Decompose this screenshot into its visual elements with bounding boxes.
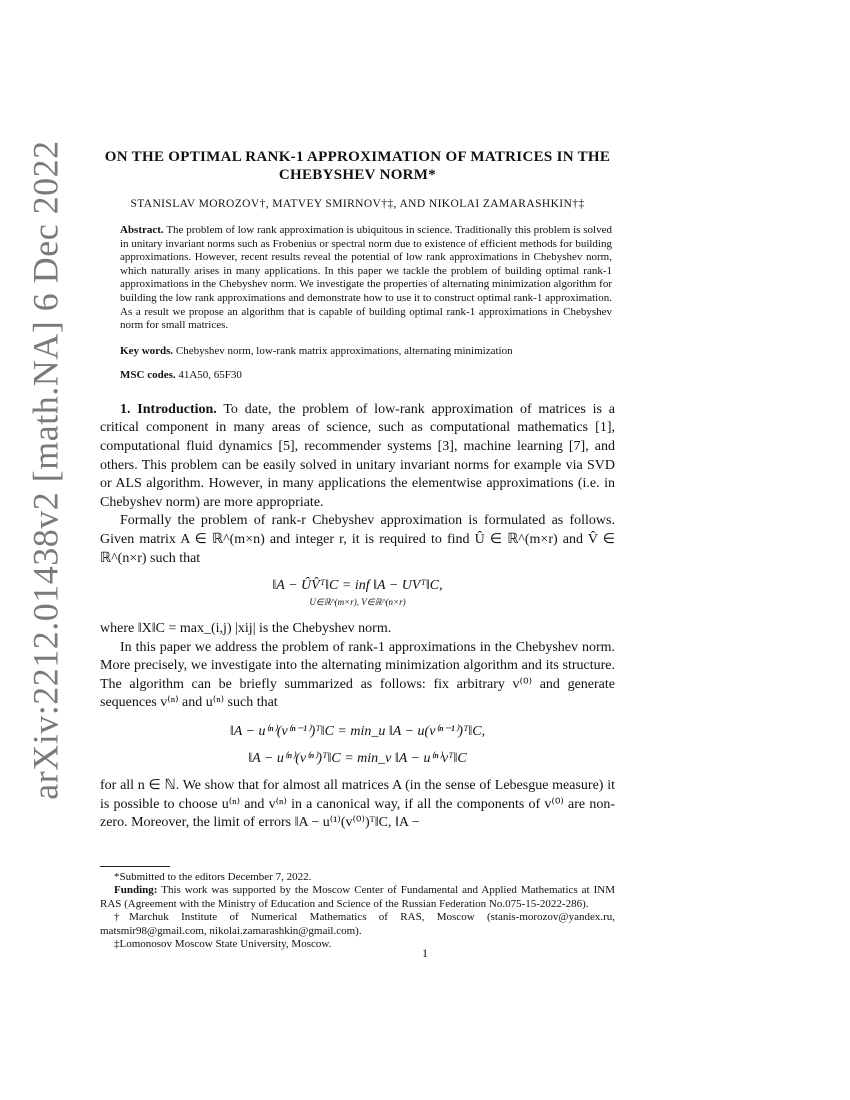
msc-codes [100, 369, 615, 381]
abstract-text: The problem of low rank approximation is ubiquitous in science. Traditionally this problem is solved in unitary invariant norms such as Frobenius or spectral norm due to existence of efficient methods for building approximations. However, recent results reveal the potential of low rank approximations in Chebyshev norm, which naturally arises in many applications. In this paper we tackle the problem of building optimal rank-1 approximations in the Chebyshev norm. We investigate the properties of alternating minimization algorithm for building the low rank approximations and demonstrate how to use it to construct optimal rank-1 approximation. As a result we propose an algorithm that is capable of building optimal rank-1 approximations in Chebyshev norm for small matrices. [120, 224, 612, 332]
author-list: STANISLAV MOROZOV†, MATVEY SMIRNOV†‡, AND NIKOLAI ZAMARASHKIN†‡ [130, 198, 585, 210]
footnote-affiliation-1: †Marchuk Institute of Numerical Mathematics of RAS, Moscow (stanis-morozov@yandex.ru, matsmir98@gmail.com, nikolai.zamarashkin@gmail.com). [100, 911, 615, 937]
msc-text: 41A50, 65F30 [178, 368, 242, 381]
abstract [100, 224, 615, 333]
intro-paragraph-3: where ‖X‖C = max_(i,j) |xij| is the Chebyshev norm. [100, 621, 392, 637]
section-heading: 1. Introduction. [120, 401, 217, 417]
keywords [100, 345, 615, 357]
arxiv-id: arXiv:2212.01438v2 [math.NA] 6 Dec 2022 [26, 140, 67, 800]
intro-paragraph-4: In this paper we address the problem of rank-1 approximations in the Chebyshev norm. More precisely, we investigate into the alternating minimization algorithm and its structure. The algorithm can be briefly summarized as follows: fix arbitrary v⁽⁰⁾ and generate sequences v⁽ⁿ⁾ and u⁽ⁿ⁾ such that [100, 639, 615, 711]
footnotes [100, 866, 615, 951]
keywords-label: Key words. [120, 344, 174, 357]
paper-page [100, 148, 615, 833]
equation-1-subscript: U∈ℝ^(m×r), V∈ℝ^(n×r) [309, 597, 406, 608]
intro-paragraph-5: for all n ∈ ℕ. We show that for almost all matrices A (in the sense of Lebesgue measure) it is possible to choose u⁽ⁿ⁾ and v⁽ⁿ⁾ in a canonical way, if all the components of v⁽⁰⁾ are non-zero. Moreover, the limit of errors ‖A − u⁽¹⁾(v⁽⁰⁾)ᵀ‖C, ‖A − [100, 778, 615, 831]
keywords-text: Chebyshev norm, low-rank matrix approximations, alternating minimization [175, 344, 513, 357]
footnote-affiliation-2: ‡Lomonosov Moscow State University, Moscow. [114, 938, 332, 951]
equation-1: ‖A − ÛV̂ᵀ‖C = inf ‖A − UVᵀ‖C, U∈ℝ^(m×r), V∈ℝ^(n×r) [272, 578, 443, 608]
footnote-submitted: *Submitted to the editors December 7, 2022. [114, 871, 312, 883]
abstract-label: Abstract. [120, 224, 164, 236]
page-number: 1 [422, 946, 428, 960]
arxiv-stamp [16, 140, 76, 800]
intro-paragraph-2: Formally the problem of rank-r Chebyshev approximation is formulated as follows. Given matrix A ∈ ℝ^(m×n) and integer r, it is required to find Û ∈ ℝ^(m×r) and V̂ ∈ ℝ^(n×r) such that [100, 513, 615, 566]
paper-title: ON THE OPTIMAL RANK-1 APPROXIMATION OF MATRICES IN THE CHEBYSHEV NORM* [104, 149, 611, 183]
footnote-funding: Funding: This work was supported by the Moscow Center of Fundamental and Applied Mathematics at INM RAS (Agreement with the Ministry of Education and Science of the Russian Federation No.075-15-2022-286). [100, 884, 615, 910]
equation-3: ‖A − u⁽ⁿ⁾(v⁽ⁿ⁾)ᵀ‖C = min_v ‖A − u⁽ⁿ⁾vᵀ‖C [248, 751, 467, 767]
intro-paragraph-1: 1. Introduction. To date, the problem of low-rank approximation of matrices is a critical component in many areas of science, such as computational mathematics [1], computational fluid dynamics [5], recommender systems [3], machine learning [7], and others. This problem can be easily solved in unitary invariant norms for example via SVD or ALS algorithm. However, in many applications the elementwise approximations (i.e. in Chebyshev norm) are more appropriate. [100, 401, 616, 510]
footnote-rule [100, 866, 170, 867]
funding-label: Funding: [114, 884, 158, 897]
msc-label: MSC codes. [120, 368, 176, 381]
equation-2: ‖A − u⁽ⁿ⁾(v⁽ⁿ⁻¹⁾)ᵀ‖C = min_u ‖A − u(v⁽ⁿ⁻¹⁾)ᵀ‖C, [229, 724, 486, 740]
